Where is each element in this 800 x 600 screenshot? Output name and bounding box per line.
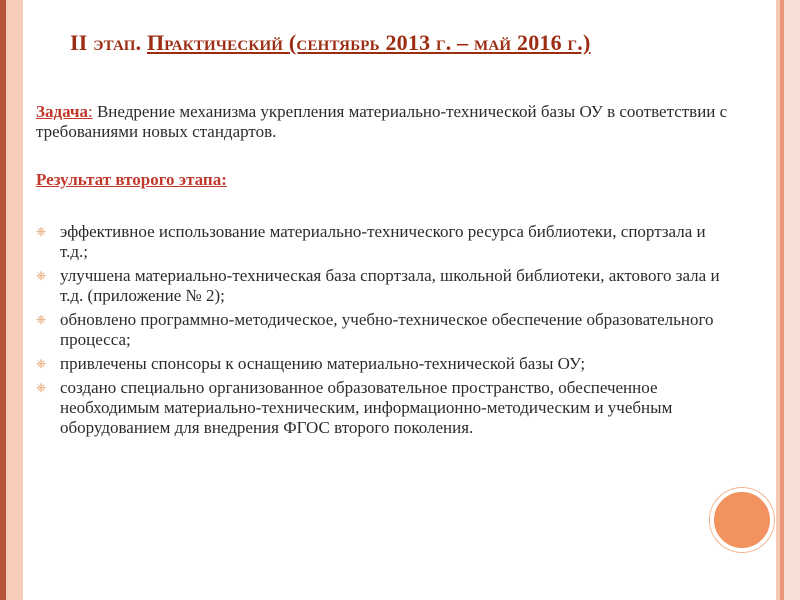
title-dash: – [451,30,475,55]
list-item-text: обновлено программно-методическое, учебно-техническое обеспечение образовательного процесса; [60,310,714,349]
list-item [36,354,736,374]
title-period-start: (сентябрь 2013 г. [288,30,452,55]
right-border-band-outer [784,0,800,600]
task-label: Задача [36,102,88,121]
title-main: Практический [146,30,289,55]
list-item-text: привлечены спонсоры к оснащению материально-технической базы ОУ; [60,354,586,373]
list-item [36,222,736,262]
result-label: Результат второго этапа: [36,170,227,189]
task-text: Внедрение механизма укрепления материально-технической базы ОУ в соответствии с требованиями новых стандартов. [36,102,728,141]
task-paragraph [36,102,736,142]
title-prefix: II этап. [70,30,147,55]
slide-title [70,30,750,56]
result-heading [36,170,736,190]
wave-bullet-icon: ❈ [36,269,47,283]
list-item [36,266,736,306]
slide-content [36,102,736,442]
wave-bullet-icon: ❈ [36,357,47,371]
list-item-text: создано специально организованное образовательное пространство, обеспеченное необходимым материально-техническим, информационно-методическим и учебным оборудованием для внедрения ФГОС второго поколения. [60,378,673,437]
list-item-text: эффективное использование материально-технического ресурса библиотеки, спортзала и т.д.; [60,222,706,261]
task-colon: : [87,102,93,121]
list-item [36,378,736,438]
wave-bullet-icon: ❈ [36,225,47,239]
title-period-end: май 2016 г.) [474,30,591,55]
list-item [36,310,736,350]
wave-bullet-icon: ❈ [36,381,47,395]
wave-bullet-icon: ❈ [36,313,47,327]
decorative-circle [710,488,774,552]
result-list [36,222,736,438]
left-border-band [6,0,23,600]
list-item-text: улучшена материально-техническая база спортзала, школьной библиотеки, актового зала и т.д. (приложение № 2); [60,266,720,305]
